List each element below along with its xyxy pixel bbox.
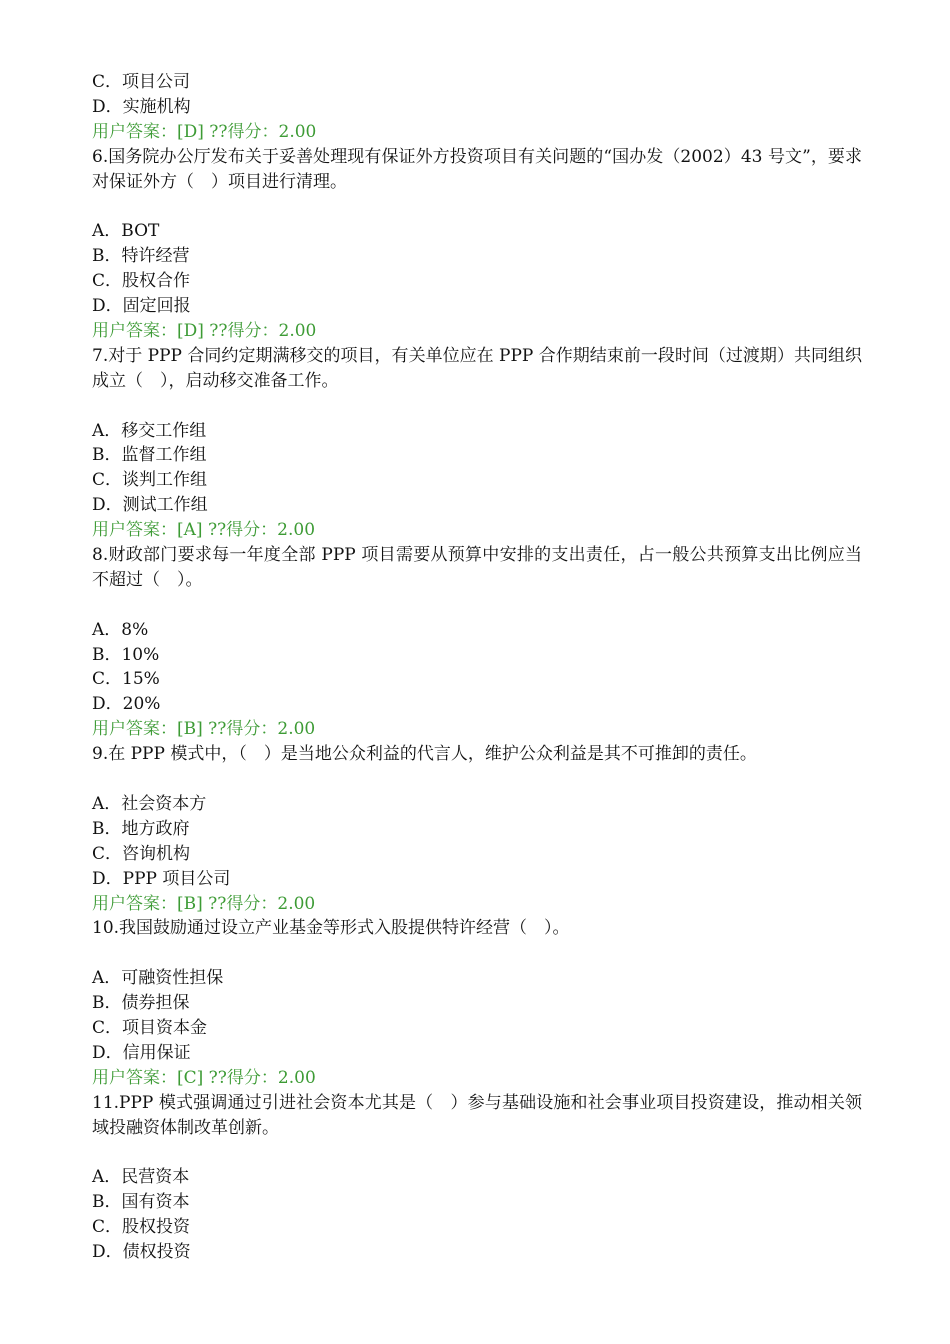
spacer [92, 194, 862, 219]
option: C．谈判工作组 [92, 470, 208, 491]
question-block-11 [92, 1091, 862, 1265]
option: A．BOT [92, 221, 160, 242]
option: D．20% [92, 694, 161, 715]
spacer [92, 394, 862, 419]
question-block-7 [92, 344, 862, 543]
question-text: 8.财政部门要求每一年度全部 PPP 项目需要从预算中安排的支出责任，占一般公共预算支出比例应当不超过（ ）。 [92, 544, 862, 590]
option: C．股权合作 [92, 271, 191, 292]
option: A．可融资性担保 [92, 968, 224, 989]
option: D．PPP 项目公司 [92, 868, 231, 889]
option: C．咨询机构 [92, 843, 191, 864]
option: B．10% [92, 644, 160, 665]
question-text: 11.PPP 模式强调通过引进社会资本尤其是（ ）参与基础设施和社会事业项目投资建设，推动相关领域投融资体制改革创新。 [92, 1092, 862, 1138]
question-block-9 [92, 742, 862, 916]
option: D．债权投资 [92, 1242, 191, 1263]
spacer [92, 1140, 862, 1165]
spacer [92, 593, 862, 618]
previous-question-fragment [92, 70, 862, 145]
user-answer: 用户答案：[B] ??得分：2.00 [92, 893, 316, 914]
user-answer: 用户答案：[B] ??得分：2.00 [92, 719, 316, 740]
option: B．监督工作组 [92, 445, 207, 466]
user-answer: 用户答案：[A] ??得分：2.00 [92, 520, 316, 541]
question-block-6 [92, 145, 862, 344]
option: D．实施机构 [92, 96, 191, 117]
option: D．测试工作组 [92, 495, 208, 516]
option: C．项目资本金 [92, 1017, 208, 1038]
question-text: 10.我国鼓励通过设立产业基金等形式入股提供特许经营（ ）。 [92, 918, 570, 939]
document-page [92, 70, 862, 1265]
option: B．国有资本 [92, 1192, 190, 1213]
option: A．民营资本 [92, 1167, 190, 1188]
spacer [92, 767, 862, 792]
option: A．移交工作组 [92, 420, 207, 441]
option: B．地方政府 [92, 818, 190, 839]
question-text: 7.对于 PPP 合同约定期满移交的项目，有关单位应在 PPP 合作期结束前一段时间（过渡期）共同组织成立（ ），启动移交准备工作。 [92, 345, 862, 391]
question-text: 6.国务院办公厅发布关于妥善处理现有保证外方投资项目有关问题的“国办发（2002）43 号文”，要求对保证外方（ ）项目进行清理。 [92, 146, 862, 192]
question-block-8 [92, 543, 862, 742]
option: B．债券担保 [92, 993, 190, 1014]
spacer [92, 941, 862, 966]
option: C．项目公司 [92, 72, 191, 92]
option: A．8% [92, 619, 149, 640]
option: D．固定回报 [92, 296, 191, 317]
option: D．信用保证 [92, 1042, 191, 1063]
user-answer: 用户答案：[C] ??得分：2.00 [92, 1067, 316, 1088]
question-block-10 [92, 916, 862, 1090]
option: A．社会资本方 [92, 793, 207, 814]
question-text: 9.在 PPP 模式中，（ ）是当地公众利益的代言人，维护公众利益是其不可推卸的责任。 [92, 744, 757, 765]
option: C．15% [92, 669, 160, 690]
user-answer: 用户答案：[D] ??得分：2.00 [92, 121, 317, 142]
option: B．特许经营 [92, 246, 190, 267]
user-answer: 用户答案：[D] ??得分：2.00 [92, 320, 317, 341]
option: C．股权投资 [92, 1217, 191, 1238]
